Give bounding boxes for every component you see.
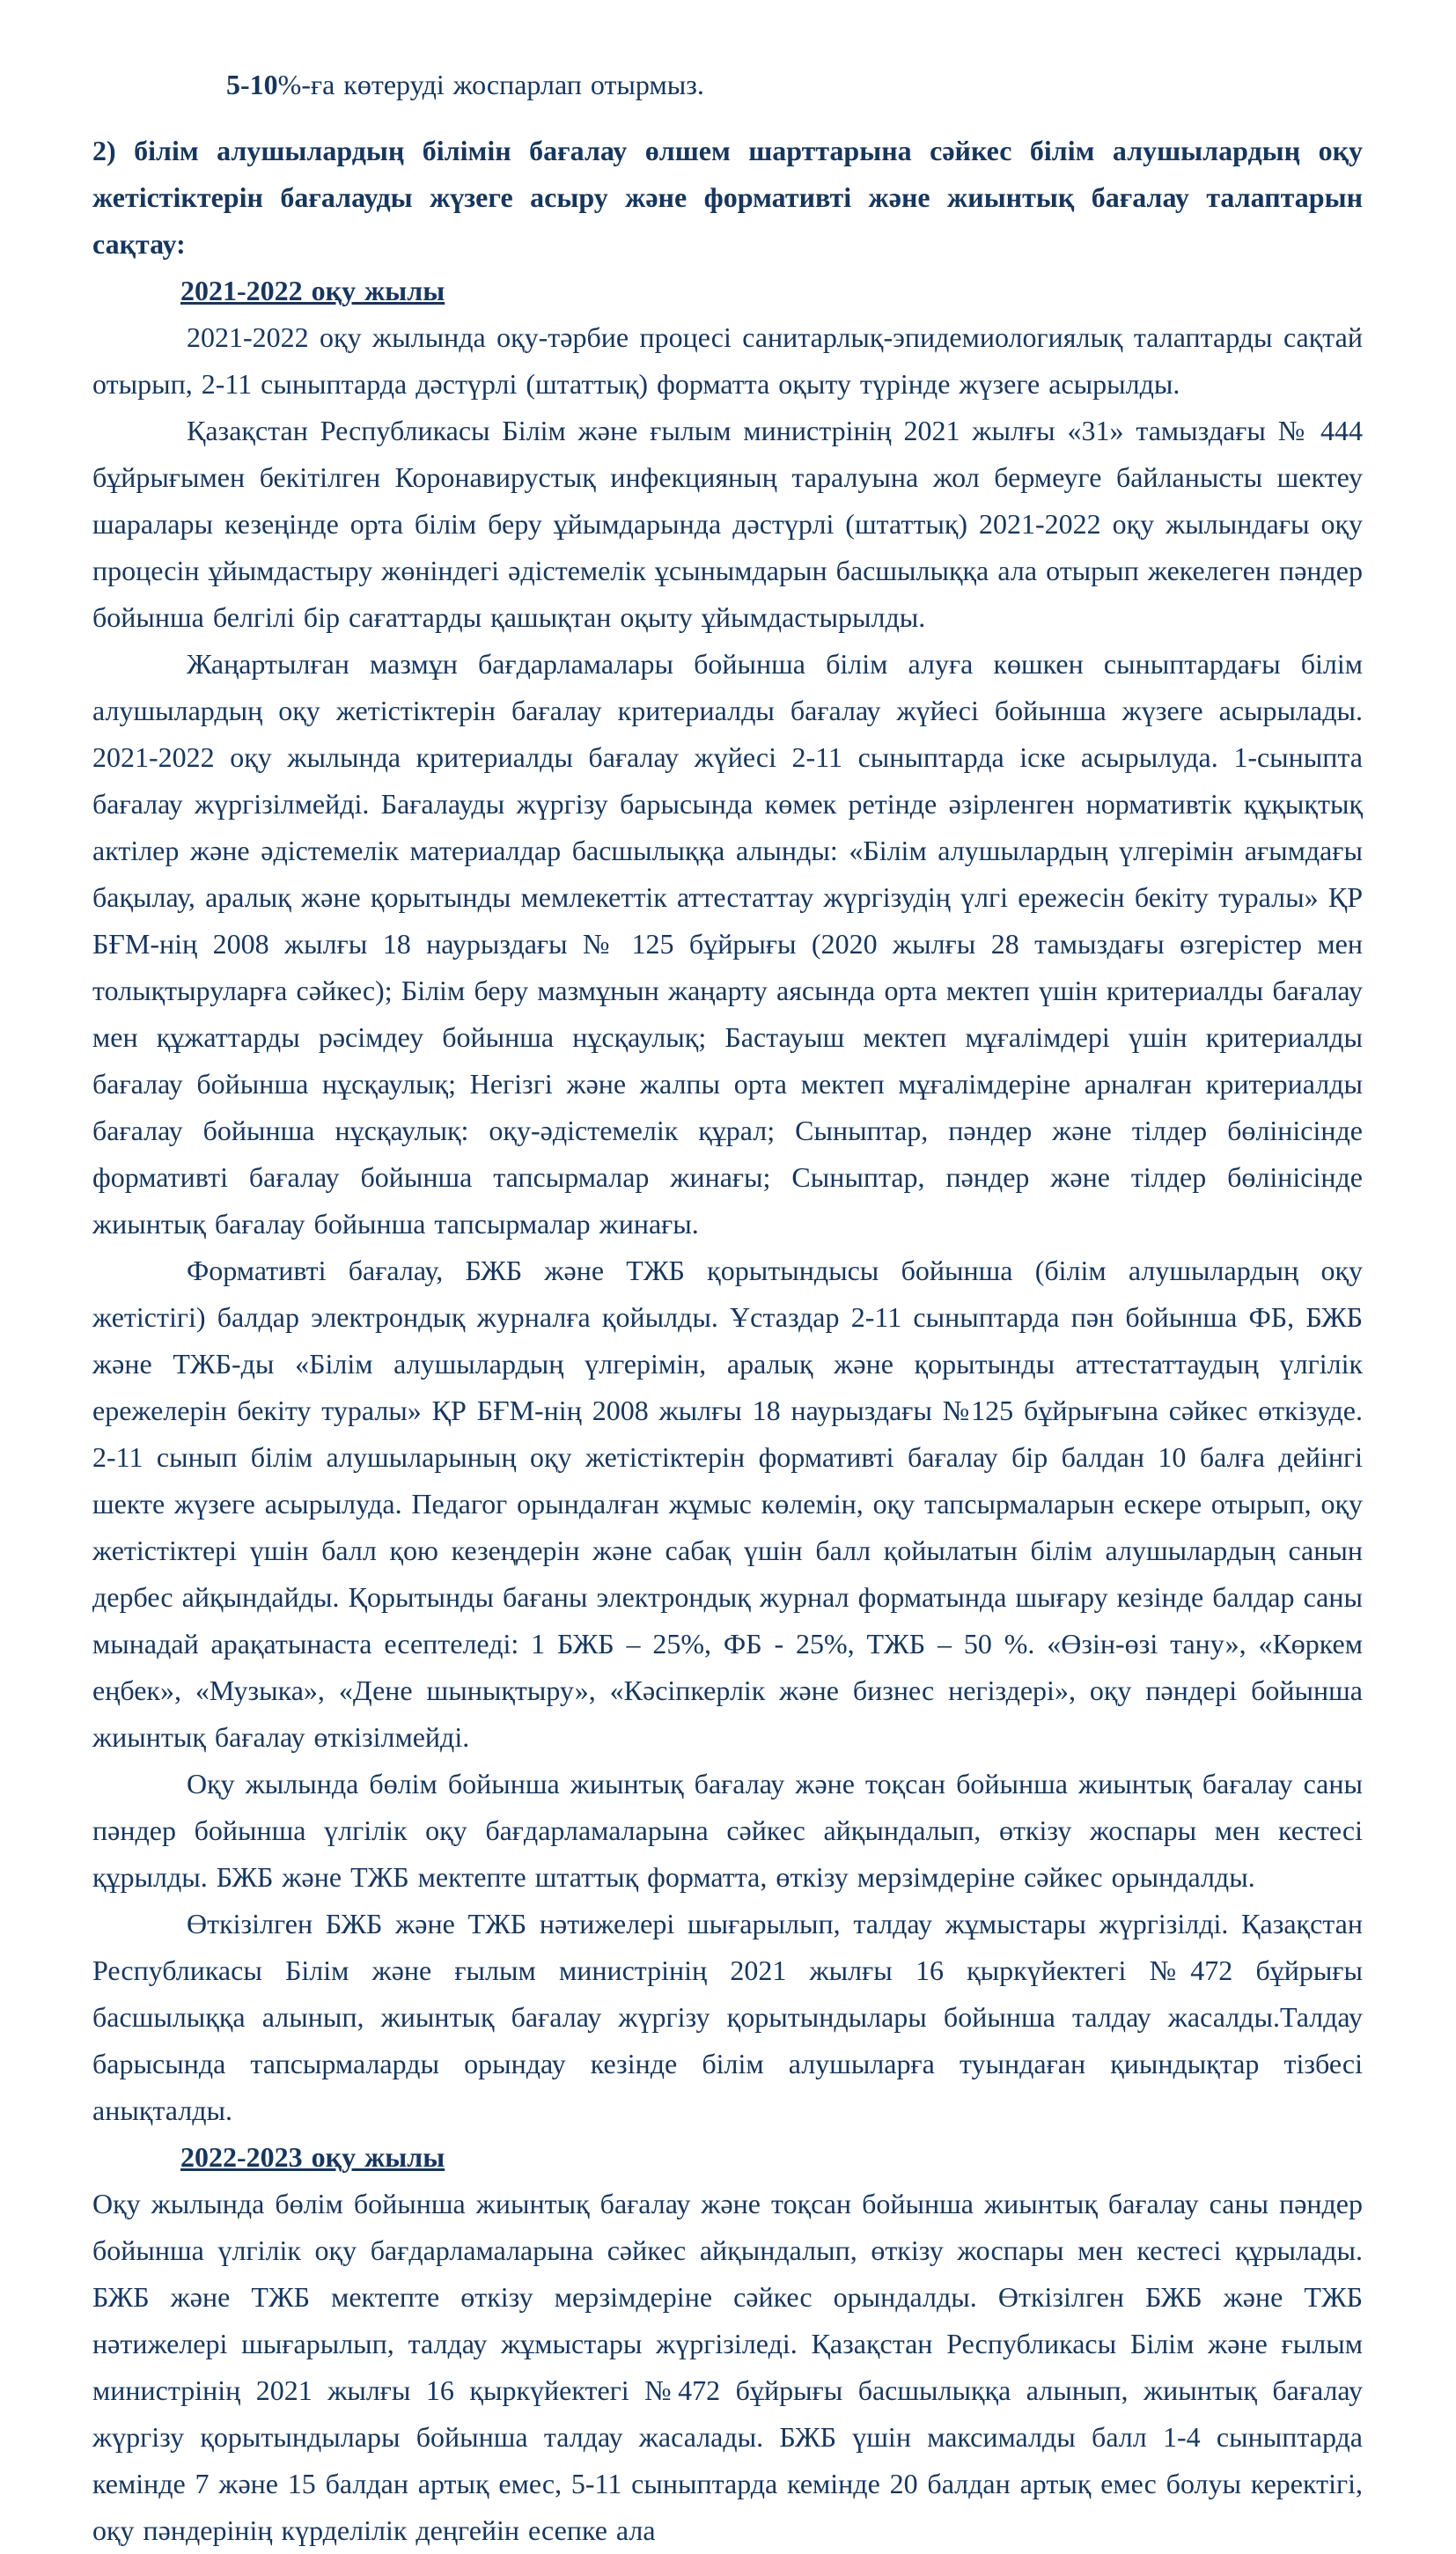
heading-2021-2022-text: 2021-2022 оқу жылы xyxy=(180,275,445,306)
heading-2022-2023 xyxy=(92,2134,1363,2181)
heading-2022-2023-text: 2022-2023 оқу жылы xyxy=(180,2141,445,2173)
heading-2021-2022 xyxy=(92,268,1363,314)
intro-paragraph xyxy=(92,62,1363,108)
paragraph-y1-6: Өткізілген БЖБ және ТЖБ нәтижелері шығарылып, талдау жұмыстары жүргізілді. Қазақстан Республикасы Білім және ғылым министрінің 2021 жылғы 16 қыркүйектегі №472 бұйрығы басшылыққа алынып, жиынтық бағалау жүргізу қорытындылары бойынша талдау жасалды.Талдау барысында тапсырмаларды орындау кезінде білім алушыларға туындаған қиындықтар тізбесі анықталды. xyxy=(92,1908,1363,2126)
intro-rest-text: %-ға көтеруді жоспарлап отырмыз. xyxy=(277,69,704,100)
paragraph-y1-3: Жаңартылған мазмұн бағдарламалары бойынша білім алуға көшкен сыныптардағы білім алушылардың оқу жетістіктерін бағалау критериалды бағалау жүйесі бойынша жүзеге асырылады. 2021-2022 оқу жылында критериалды бағалау жүйесі 2-11 сыныптарда іске асырылуда. 1-сыныпта бағалау жүргізілмейді. Бағалауды жүргізу барысында көмек ретінде әзірленген нормативтік құқықтық актілер және әдістемелік материалдар басшылыққа алынды: «Білім алушылардың үлгерімін ағымдағы бақылау, аралық және қорытынды мемлекеттік аттестаттау жүргізудің үлгі ережесін бекіту туралы» ҚР БҒМ-нің 2008 жылғы 18 наурыздағы № 125 бұйрығы (2020 жылғы 28 тамыздағы өзгерістер мен толықтыруларға сәйкес); Білім беру мазмұнын жаңарту аясында орта мектеп үшін критериалды бағалау мен құжаттарды рәсімдеу бойынша нұсқаулық; Бастауыш мектеп мұғалімдері үшін критериалды бағалау бойынша нұсқаулық; Негізгі және жалпы орта мектеп мұғалімдеріне арналған критериалды бағалау бойынша нұсқаулық: оқу-әдістемелік құрал; Сыныптар, пәндер және тілдер бөлінісінде формативті бағалау бойынша тапсырмалар жинағы; Сыныптар, пәндер және тілдер бөлінісінде жиынтық бағалау бойынша тапсырмалар жинағы. xyxy=(92,648,1363,1240)
paragraph-y1-4: Формативті бағалау, БЖБ және ТЖБ қорытындысы бойынша (білім алушылардың оқу жетістігі) балдар электрондық журналға қойылды. Ұстаздар 2-11 сыныптарда пән бойынша ФБ, БЖБ және ТЖБ-ды «Білім алушылардың үлгерімін, аралық және қорытынды аттестаттаудың үлгілік ережелерін бекіту туралы» ҚР БҒМ-нің 2008 жылғы 18 наурыздағы №125 бұйрығына сәйкес өткізуде. 2-11 сынып білім алушыларының оқу жетістіктерін формативті бағалау бір балдан 10 балға дейінгі шекте жүзеге асырылуда. Педагог орындалған жұмыс көлемін, оқу тапсырмаларын ескере отырып, оқу жетістіктері үшін балл қою кезеңдерін және сабақ үшін балл қойылатын білім алушылардың санын дербес айқындайды. Қорытынды бағаны электрондық журнал форматында шығару кезінде балдар саны мынадай арақатынаста есептеледі: 1 БЖБ – 25%, ФБ - 25%, ТЖБ – 50 %. «Өзін-өзі тану», «Көркем еңбек», «Музыка», «Дене шынықтыру», «Кәсіпкерлік және бизнес негіздері», оқу пәндері бойынша жиынтық бағалау өткізілмейді. xyxy=(92,1255,1363,1753)
intro-bold-text: 5-10 xyxy=(226,69,278,100)
paragraph-y1-1: 2021-2022 оқу жылында оқу-тәрбие процесі санитарлық-эпидемиологиялық талаптарды сақтай отырып, 2-11 сыныптарда дәстүрлі (штаттық) форматта оқыту түрінде жүзеге асырылды. xyxy=(92,321,1363,400)
paragraph-y1-5: Оқу жылында бөлім бойынша жиынтық бағалау және тоқсан бойынша жиынтық бағалау саны пәндер бойынша үлгілік оқу бағдарламаларына сәйкес айқындалып, өткізу жоспары мен кестесі құрылды. БЖБ және ТЖБ мектепте штаттық форматта, өткізу мерзімдеріне сәйкес орындалды. xyxy=(92,1768,1363,1893)
section-2-heading: 2) білім алушылардың білімін бағалау өлшем шарттарына сәйкес білім алушылардың оқу жетістіктерін бағалауды жүзеге асыру және формативті және жиынтық бағалау талаптарын сақтау: xyxy=(92,135,1363,260)
paragraph-y2-1: Оқу жылында бөлім бойынша жиынтық бағалау және тоқсан бойынша жиынтық бағалау саны пәндер бойынша үлгілік оқу бағдарламаларына сәйкес айқындалып, өткізу жоспары мен кестесі құрылады. БЖБ және ТЖБ мектепте өткізу мерзімдеріне сәйкес орындалды. Өткізілген БЖБ және ТЖБ нәтижелері шығарылып, талдау жұмыстары жүргізіледі. Қазақстан Республикасы Білім және ғылым министрінің 2021 жылғы 16 қыркүйектегі №472 бұйрығы басшылыққа алынып, жиынтық бағалау жүргізу қорытындылары бойынша талдау жасалады. БЖБ үшін максималды балл 1-4 сыныптарда кемінде 7 және 15 балдан артық емес, 5-11 сыныптарда кемінде 20 балдан артық емес болуы керектігі, оқу пәндерінің күрделілік деңгейін есепке ала xyxy=(92,2188,1363,2546)
paragraph-y1-2: Қазақстан Республикасы Білім және ғылым министрінің 2021 жылғы «31» тамыздағы № 444 бұйрығымен бекітілген Коронавирустық инфекцияның таралуына жол бермеуге байланысты шектеу шаралары кезеңінде орта білім беру ұйымдарында дәстүрлі (штаттық) 2021-2022 оқу жылындағы оқу процесін ұйымдастыру жөніндегі әдістемелік ұсынымдарын басшылыққа ала отырып жекелеген пәндер бойынша белгілі бір сағаттарды қашықтан оқыту ұйымдастырылды. xyxy=(92,415,1363,633)
